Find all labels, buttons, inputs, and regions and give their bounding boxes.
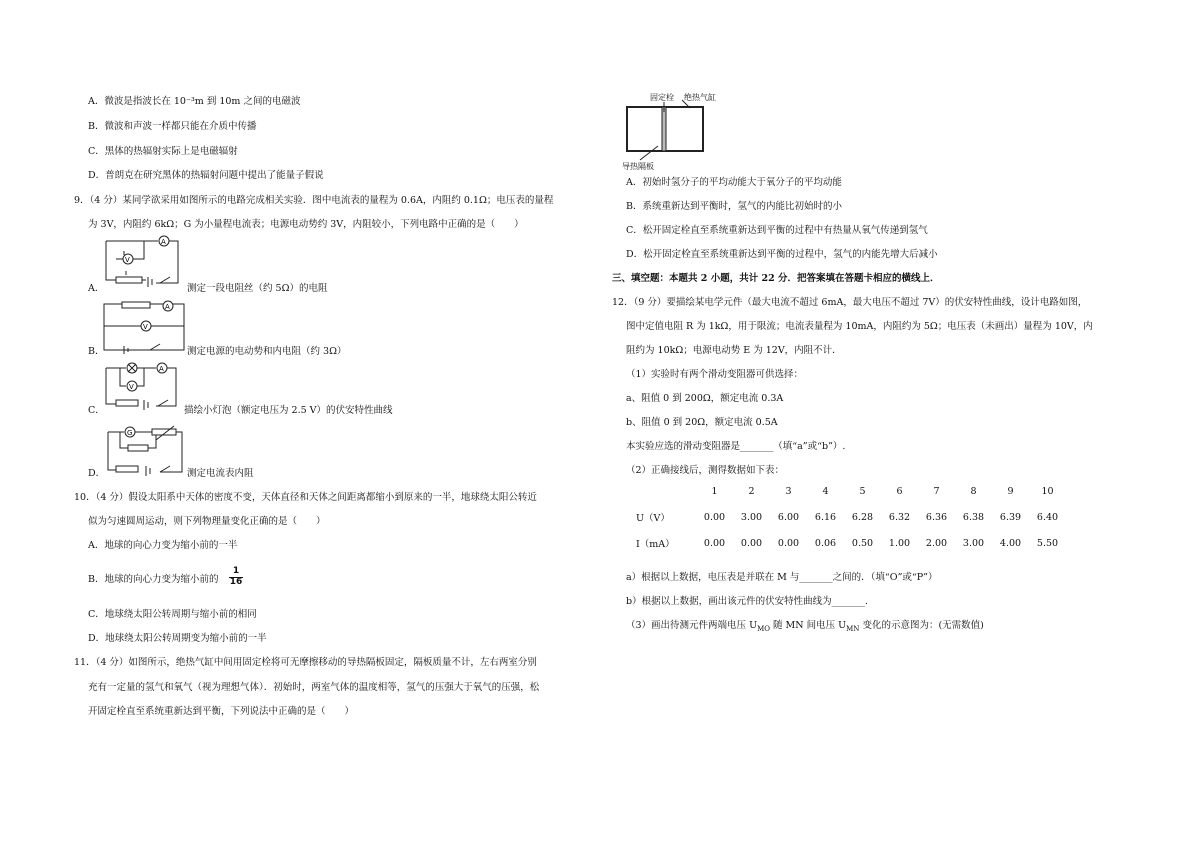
q12-stem-line2: 图中定值电阻 R 为 1kΩ，用于限流；电流表量程为 10mA，内阻约为 5Ω；电压表（未画出）量程为 10V，内 xyxy=(626,321,1093,332)
svg-text:V: V xyxy=(125,256,130,264)
q11-option-c: C．松开固定栓直至系统重新达到平衡的过程中有热量从氧气传递到氢气 xyxy=(626,225,928,236)
table-cell: 0.00 xyxy=(740,537,763,549)
table-cell: 8 xyxy=(970,485,977,497)
table-cell: 5 xyxy=(859,485,866,497)
circuit-d-diagram xyxy=(102,426,186,478)
table-cell: 6.16 xyxy=(814,511,837,523)
cylinder-label-pin: 固定栓 xyxy=(650,93,674,102)
q11-stem-line3: 开固定栓直至系统重新达到平衡，下列说法中正确的是（ ） xyxy=(88,706,355,717)
table-cell: 3.00 xyxy=(740,511,763,523)
table-cell: 5.50 xyxy=(1036,537,1059,549)
cylinder-label-cylinder: 绝热气缸 xyxy=(684,93,716,102)
svg-text:A: A xyxy=(161,238,166,246)
q10-option-b: B．地球的向心力变为缩小前的 xyxy=(88,574,219,585)
table-cell: 7 xyxy=(933,485,940,497)
q11-option-d: D．松开固定栓直至系统重新达到平衡的过程中，氢气的内能先增大后减小 xyxy=(626,249,938,260)
q12-part3-sub2: MN xyxy=(846,624,860,633)
q12-stem-line1: 12．（9 分）要描绘某电学元件（最大电流不超过 6mA，最大电压不超过 7V）的伏安特性曲线，设计电路如图， xyxy=(612,297,1088,308)
data-table xyxy=(628,478,1066,556)
table-cell: 0.00 xyxy=(703,537,726,549)
table-cell: 0.50 xyxy=(851,537,874,549)
q12-stem-line3: 阻约为 10kΩ；电源电动势 E 为 12V，内阻不计． xyxy=(626,345,842,356)
table-cell: 6.28 xyxy=(851,511,874,523)
table-cell: 3 xyxy=(785,485,792,497)
table-cell: 0.00 xyxy=(777,537,800,549)
q12-part3-post: 变化的示意图为：(无需数值) xyxy=(859,620,984,631)
q10-option-c: C．地球绕太阳公转周期与缩小前的相同 xyxy=(88,609,257,620)
q9-option-d-letter: D． xyxy=(88,468,106,479)
table-row xyxy=(628,504,1066,530)
q8-option-d: D．普朗克在研究黑体的热辐射问题中提出了能量子假说 xyxy=(88,170,324,181)
section-3-heading: 三、填空题：本题共 2 小题，共计 22 分．把答案填在答题卡相应的横线上． xyxy=(612,273,940,284)
q9-option-b-letter: B． xyxy=(88,346,105,357)
q10-stem-line2: 似为匀速圆周运动，则下列物理量变化正确的是（ ） xyxy=(88,516,326,527)
table-cell: 3.00 xyxy=(962,537,985,549)
circuit-a-diagram xyxy=(100,237,186,291)
table-cell: 10 xyxy=(1041,485,1054,497)
q12-part1: （1）实验时有两个滑动变阻器可供选择： xyxy=(626,369,804,380)
table-cell: 6.40 xyxy=(1036,511,1059,523)
q12-part3 xyxy=(626,620,984,635)
q10-option-a: A．地球的向心力变为缩小前的一半 xyxy=(88,540,238,551)
q9-option-c-letter: C． xyxy=(88,405,105,416)
table-cell: U（V） xyxy=(636,513,670,524)
svg-text:V: V xyxy=(129,383,134,391)
table-cell: 9 xyxy=(1007,485,1014,497)
table-cell: 4.00 xyxy=(999,537,1022,549)
q9-option-c-caption: 描绘小灯泡（额定电压为 2.5 V）的伏安特性曲线 xyxy=(184,405,393,416)
circuit-b-diagram xyxy=(100,300,188,354)
table-cell: 4 xyxy=(822,485,829,497)
q12-choice-b: b、阻值 0 到 20Ω，额定电流 0.5A xyxy=(626,417,778,428)
q9-option-a-caption: 测定一段电阻丝（约 5Ω）的电阻 xyxy=(187,283,328,294)
svg-text:A: A xyxy=(159,365,164,373)
q10-stem-line1: 10．（4 分）假设太阳系中天体的密度不变，天体直径和天体之间距离都缩小到原来的一半，地球绕太阳公转近 xyxy=(74,492,537,503)
q8-option-b: B．微波和声波一样都只能在介质中传播 xyxy=(88,121,257,132)
table-cell: 2 xyxy=(748,485,755,497)
table-cell: 6.32 xyxy=(888,511,911,523)
q10-option-b-fraction xyxy=(229,567,243,587)
table-cell: 6 xyxy=(896,485,903,497)
q12-part3-sub1: MO xyxy=(757,624,770,633)
q12-part3-mid: 随 MN 间电压 U xyxy=(769,620,847,631)
q10-option-d: D．地球绕太阳公转周期变为缩小前的一半 xyxy=(88,633,267,644)
table-cell: 6.39 xyxy=(999,511,1022,523)
table-cell: 2.00 xyxy=(925,537,948,549)
table-cell: 6.38 xyxy=(962,511,985,523)
q9-option-a-letter: A． xyxy=(88,283,105,294)
q12-choice-a: a、阻值 0 到 200Ω，额定电流 0.3A xyxy=(626,393,784,404)
table-cell: I（mA） xyxy=(636,539,675,550)
svg-text:V: V xyxy=(143,323,148,331)
table-cell: 0.00 xyxy=(703,511,726,523)
table-cell: 6.36 xyxy=(925,511,948,523)
q8-option-a: A．微波是指波长在 10⁻³m 到 10m 之间的电磁波 xyxy=(88,96,301,107)
q12-part2: （2）正确接线后，测得数据如下表： xyxy=(626,465,785,476)
q9-option-b-caption: 测定电源的电动势和内电阻（约 3Ω） xyxy=(187,346,347,357)
table-cell: 0.06 xyxy=(814,537,837,549)
q8-option-c: C．黑体的热辐射实际上是电磁辐射 xyxy=(88,146,238,157)
table-row xyxy=(628,530,1066,556)
q11-option-a: A．初始时氢分子的平均动能大于氧分子的平均动能 xyxy=(626,177,842,188)
table-cell: 6.00 xyxy=(777,511,800,523)
q9-option-d-caption: 测定电流表内阻 xyxy=(187,468,254,479)
q11-stem-line1: 11．（4 分）如图所示，绝热气缸中间用固定栓将可无摩擦移动的导热隔板固定，隔板质量不计，左右两室分别 xyxy=(74,657,537,668)
svg-text:A: A xyxy=(165,303,170,311)
q12-part2-a: a）根据以上数据，电压表是并联在 M 与_______之间的．（填“O”或“P”） xyxy=(626,572,938,583)
q11-stem-line2: 充有一定量的氢气和氧气（视为理想气体）．初始时，两室气体的温度相等，氢气的压强大于氧气的压强，松 xyxy=(88,682,540,693)
q11-option-b: B．系统重新达到平衡时，氢气的内能比初始时的小 xyxy=(626,201,842,212)
q9-stem-line2: 为 3V，内阻约 6kΩ；G 为小量程电流表；电源电动势约 3V，内阻较小，下列电路中正确的是（ ） xyxy=(88,219,524,230)
q12-part1-blank: 本实验应选的滑动变阻器是_______（填“a”或“b”）. xyxy=(626,441,846,452)
fraction-denominator: 16 xyxy=(229,577,243,587)
q9-stem-line1: 9．（4 分）某同学欲采用如图所示的电路完成相关实验．图中电流表的量程为 0.6A，内阻约 0.1Ω；电压表的量程 xyxy=(74,195,554,206)
cylinder-label-plate: 导热隔板 xyxy=(622,162,654,171)
table-cell: 1.00 xyxy=(888,537,911,549)
svg-text:G: G xyxy=(127,429,133,437)
q12-part3-pre: （3）画出待测元件两端电压 U xyxy=(626,620,758,631)
table-cell xyxy=(628,478,696,504)
table-cell: 1 xyxy=(711,485,718,497)
q12-part2-b: b）根据以上数据，画出该元件的伏安特性曲线为_______. xyxy=(626,596,868,607)
table-header-row xyxy=(628,478,1066,504)
fraction-numerator: 1 xyxy=(232,566,240,576)
circuit-c-diagram xyxy=(100,362,184,412)
